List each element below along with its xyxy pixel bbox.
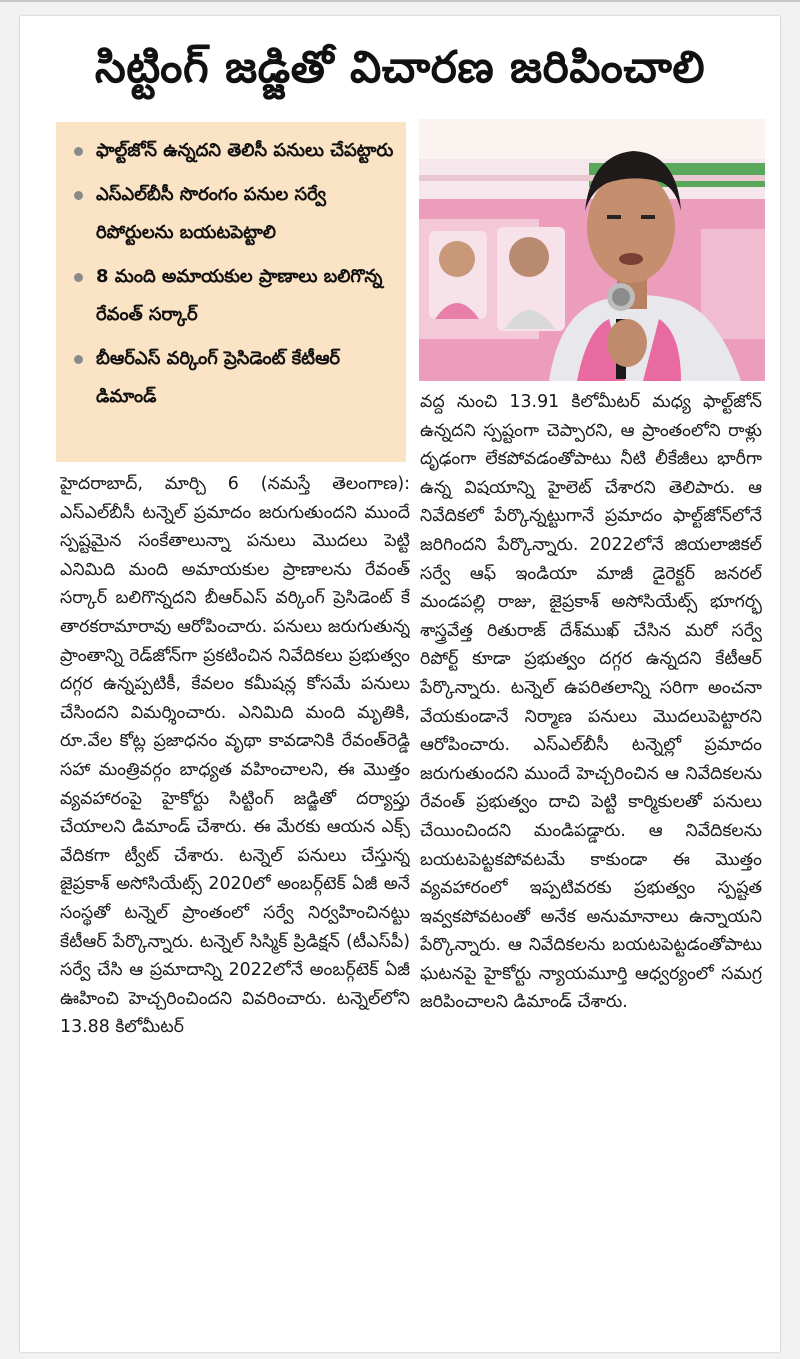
highlight-item (72, 258, 398, 334)
article-column-right (420, 388, 762, 1338)
bullet-dot-icon (74, 355, 83, 364)
highlight-text: బీఆర్‌ఎస్‌ వర్కింగ్‌ ప్రెసిడెంట్‌ కేటీఆర్‌ డిమాండ్‌ (96, 348, 341, 407)
newspaper-clipping (20, 16, 780, 1352)
bullet-dot-icon (74, 147, 83, 156)
article-text-right: వద్ద నుంచి 13.91 కిలోమీటర్‌ మధ్య ఫాల్ట్‌జోన్‌ ఉన్నదని స్పష్టంగా చెప్పారని, ఆ ప్రాంతంలోని రాళ్లు దృఢంగా లేకపోవడంతోపాటు నీటి లీకేజీలు భారీగా ఉన్న విషయాన్ని హైలెట్‌ చేశారని తెలిపారు. ఆ నివేదికలో పేర్కొన్నట్టుగానే ప్రమాదం ఫాల్ట్‌జోన్‌లోనే జరిగిందని పేర్కొన్నారు. 2022లోనే జియలాజికల్‌ సర్వే ఆఫ్‌ ఇండియా మాజీ డైరెక్టర్‌ జనరల్‌ మండపల్లి రాజు, జైప్రకాశ్‌ అసోసియేట్స్‌ భూగర్భ శాస్త్రవేత్త రితురాజ్‌ దేశ్‌ముఖ్‌ చేసిన మరో సర్వే రిపోర్ట్‌ కూడా ప్రభుత్వం దగ్గర ఉన్నదని కేటీఆర్‌ పేర్కొన్నారు. టన్నెల్‌ ఉపరితలాన్ని సరిగా అంచనా వేయకుండానే నిర్మాణ పనులు మొదలుపెట్టారని ఆరోపించారు. ఎస్‌ఎల్‌బీసీ టన్నెల్లో ప్రమాదం జరుగుతుందని ముందే హెచ్చరించిన ఆ నివేదికలను రేవంత్‌ ప్రభుత్వం దాచి పెట్టి కార్మికులతో పనులు చేయించిందని మండిపడ్డారు. ఆ నివేదికలను బయటపెట్టకపోవటమే కాకుండా ఈ మొత్తం వ్యవహారంలో ఇప్పటివరకు ప్రభుత్వం స్పష్టత ఇవ్వకపోవటంతో అనేక అనుమానాలు ఉన్నాయని పేర్కొన్నారు. ఆ నివేదికలను బయటపెట్టడంతోపాటు ఘటనపై హైకోర్టు న్యాయమూర్తి ఆధ్వర్యంలో సమగ్ర జరిపించాలని డిమాండ్‌ చేశారు. (420, 392, 762, 1013)
highlight-text: 8 మంది అమాయకుల ప్రాణాలు బలిగొన్న రేవంత్‌ సర్కార్‌ (96, 266, 383, 325)
highlight-text: ఫాల్ట్‌జోన్‌ ఉన్నదని తెలిసీ పనులు చేపట్టారు (96, 140, 394, 161)
highlights-box (56, 122, 406, 462)
highlight-text: ఎస్‌ఎల్‌బీసీ సొరంగం పనుల సర్వే రిపోర్టులను బయటపెట్టాలి (96, 184, 327, 243)
highlights-list (72, 132, 398, 416)
highlight-item (72, 176, 398, 252)
article-column-left (60, 470, 410, 1330)
highlight-item (72, 132, 398, 170)
highlight-item (72, 340, 398, 416)
top-divider (0, 0, 800, 2)
speaker-photo (419, 119, 765, 381)
bullet-dot-icon (74, 191, 83, 200)
article-text-left: హైదరాబాద్‌, మార్చి 6 (నమస్తే తెలంగాణ): ఎస్‌ఎల్‌బీసీ టన్నెల్‌ ప్రమాదం జరుగుతుందని ముందే స్పష్టమైన సంకేతాలున్నా పనులు మొదలు పెట్టి ఎనిమిది మంది అమాయకుల ప్రాణాలను రేవంత్‌ సర్కార్‌ బలిగొన్నదని బీఆర్‌ఎస్‌ వర్కింగ్‌ ప్రెసిడెంట్‌ కే తారకరామారావు ఆరోపించారు. పనులు జరుగుతున్న ప్రాంతాన్ని రెడ్‌జోన్‌గా ప్రకటించిన నివేదికలు ప్రభుత్వం దగ్గర ఉన్నప్పటికీ, కేవలం కమీషన్ల కోసమే పనులు చేసిందని విమర్శించారు. ఎనిమిది మంది మృతికి, రూ.వేల కోట్ల ప్రజాధనం వృథా కావడానికి రేవంత్‌రెడ్డి సహా మంత్రివర్గం బాధ్యత వహించాలని, ఈ మొత్తం వ్యవహారంపై హైకోర్టు సిట్టింగ్‌ జడ్జితో దర్యాప్తు చేయాలని డిమాండ్‌ చేశారు. ఈ మేరకు ఆయన ఎక్స్‌ వేదికగా ట్వీట్‌ చేశారు. టన్నెల్‌ పనులు చేస్తున్న జైప్రకాశ్‌ అసోసియేట్స్‌ 2020లో అంబర్గ్‌టెక్‌ ఏజీ అనే సంస్థతో టన్నెల్‌ ప్రాంతంలో సర్వే నిర్వహించినట్టు కేటీఆర్‌ పేర్కొన్నారు. టన్నెల్‌ సిస్మిక్‌ ప్రిడిక్షన్‌ (టీఎస్‌పీ) సర్వే చేసి ఆ ప్రమాదాన్ని 2022లోనే అంబర్గ్‌టెక్‌ ఏజీ ఊహించి హెచ్చరించిందని వివరించారు. టన్నెల్‌లోని 13.88 కిలోమీటర్‌ (60, 474, 410, 1038)
headline: సిట్టింగ్‌ జడ్జితో విచారణ జరిపించాలి (94, 42, 706, 93)
bullet-dot-icon (74, 273, 83, 282)
speaker-photo-illustration (419, 119, 765, 381)
